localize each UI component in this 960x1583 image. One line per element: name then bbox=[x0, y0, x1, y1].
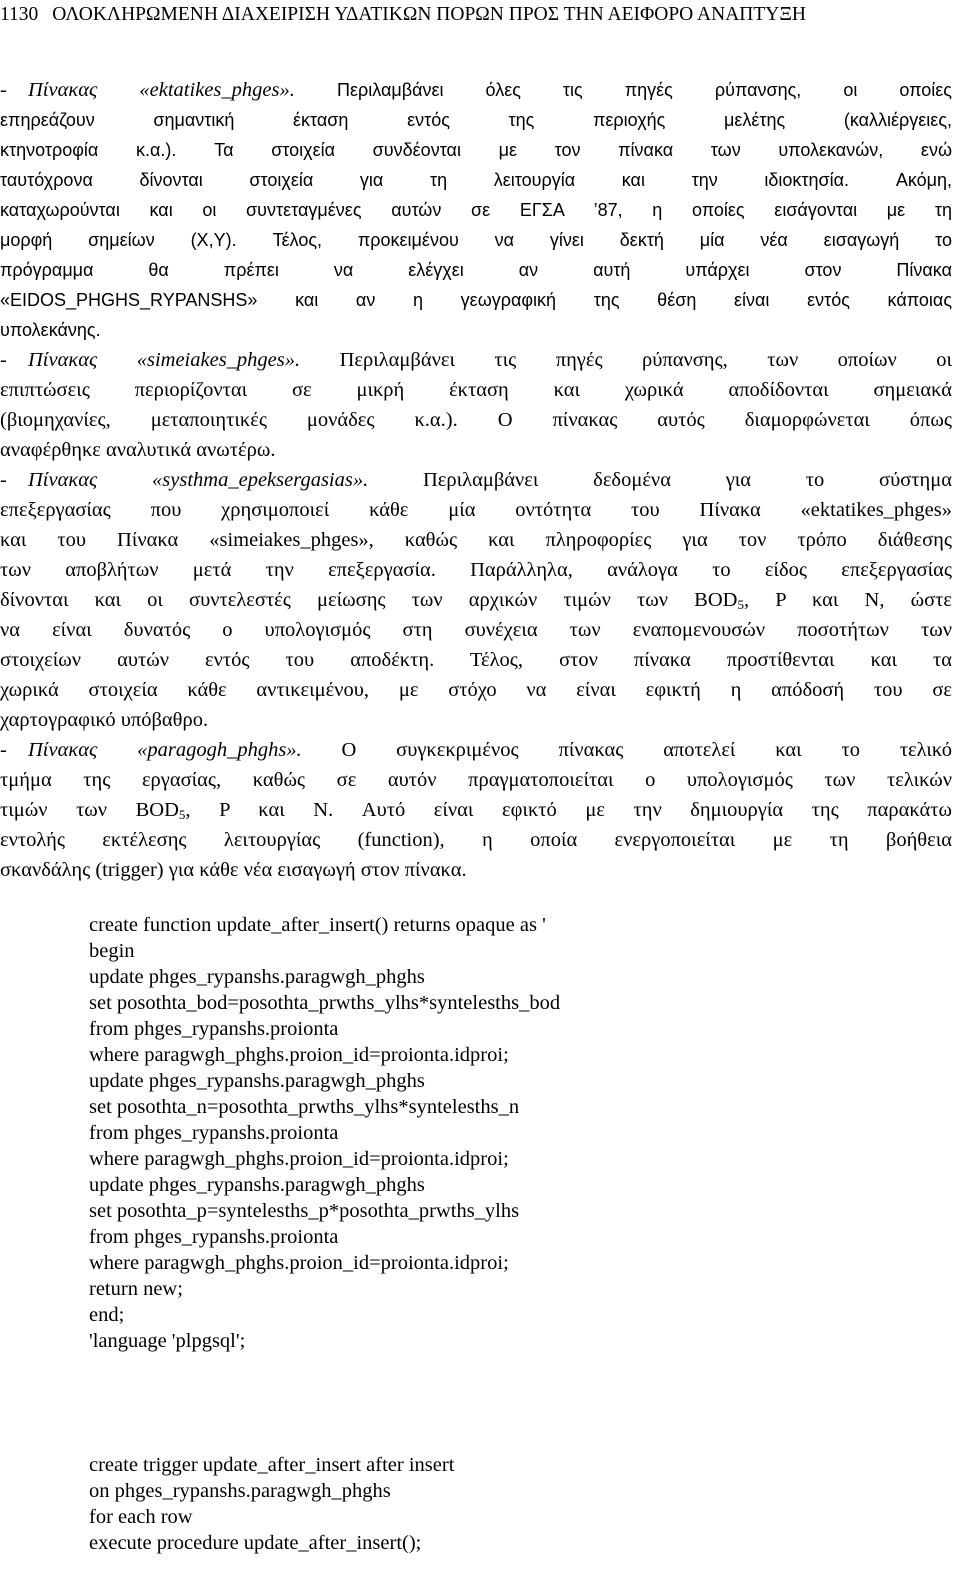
running-title: ΟΛΟΚΛΗΡΩΜΕΝΗ ΔΙΑΧΕΙΡΙΣΗ ΥΔΑΤΙΚΩΝ ΠΟΡΩΝ ΠΡΟΣ ΤΗΝ ΑΕΙΦΟΡΟ ΑΝΑΠΤΥΞΗ bbox=[52, 4, 807, 25]
p2-table-label: Πίνακας «simeiakes_phges». bbox=[28, 349, 301, 371]
p1-line-8: «EIDOS_PHGHS_RYPANSHS» και αν η γεωγραφική της θέση είναι εντός κάποιας bbox=[0, 290, 952, 310]
code-line: set posothta_bod=posothta_prwths_ylhs*syntelesths_bod bbox=[89, 992, 561, 1014]
code-line: create function update_after_insert() returns opaque as ' bbox=[89, 914, 546, 936]
p1-table-label: Πίνακας «ektatikes_phges». bbox=[28, 79, 295, 101]
code-line: set posothta_n=posothta_prwths_ylhs*syntelesths_n bbox=[89, 1096, 520, 1118]
code-line: 'language 'plpgsql'; bbox=[89, 1330, 246, 1352]
p1-line-3: κτηνοτροφία κ.α.). Τα στοιχεία συνδέονται με τον πίνακα των υπολεκανών, ενώ bbox=[0, 140, 952, 160]
code-line: create trigger update_after_insert after insert bbox=[89, 1454, 455, 1476]
code-line: for each row bbox=[89, 1506, 193, 1528]
code-line: from phges_rypanshs.proionta bbox=[89, 1226, 339, 1248]
p1-line-9: υπολεκάνης. bbox=[0, 320, 101, 340]
code-line: update phges_rypanshs.paragwgh_phghs bbox=[89, 966, 425, 988]
code-line: begin bbox=[89, 940, 135, 962]
code-line: where paragwgh_phghs.proion_id=proionta.idproi; bbox=[89, 1252, 509, 1274]
code-line: where paragwgh_phghs.proion_id=proionta.idproi; bbox=[89, 1148, 509, 1170]
p3-line-3: και του Πίνακα «simeiakes_phges», καθώς και πληροφορίες για τον τρόπο διάθεσης bbox=[0, 529, 952, 551]
p4-line-4: εντολής εκτέλεσης λειτουργίας (function), η οποία ενεργοποιείται με τη βοήθεια bbox=[0, 829, 952, 851]
p4-line-1: - Πίνακας «paragogh_phghs». Ο συγκεκριμένος πίνακας αποτελεί και το τελικό bbox=[0, 739, 952, 761]
code-line: from phges_rypanshs.proionta bbox=[89, 1122, 339, 1144]
p1-line-7: πρόγραμμα θα πρέπει να ελέγχει αν αυτή υπάρχει στον Πίνακα bbox=[0, 260, 952, 280]
p4-line-2: τμήμα της εργασίας, καθώς σε αυτόν πραγματοποιείται ο υπολογισμός των τελικών bbox=[0, 769, 952, 791]
p1-line-5: καταχωρούνται και οι συντεταγμένες αυτών σε ΕΓΣΑ ’87, η οποίες εισάγονται με τη bbox=[0, 200, 952, 220]
p2-line-4: αναφέρθηκε αναλυτικά ανωτέρω. bbox=[0, 439, 276, 461]
code-line: set posothta_p=syntelesths_p*posothta_prwths_ylhs bbox=[89, 1200, 520, 1222]
p3-line-2: επεξεργασίας που χρησιμοποιεί κάθε μία οντότητα του Πίνακα «ektatikes_phges» bbox=[0, 499, 952, 521]
p1-line-1: - Πίνακας «ektatikes_phges». Περιλαμβάνει όλες τις πηγές ρύπανσης, οι οποίες bbox=[0, 79, 952, 101]
p1-line-4: ταυτόχρονα δίνονται στοιχεία για τη λειτουργία και την ιδιοκτησία. Ακόμη, bbox=[0, 170, 953, 190]
code-line: from phges_rypanshs.proionta bbox=[89, 1018, 339, 1040]
p2-line-1: - Πίνακας «simeiakes_phges». Περιλαμβάνει τις πηγές ρύπανσης, των οποίων οι bbox=[0, 349, 952, 371]
code-line: where paragwgh_phghs.proion_id=proionta.idproi; bbox=[89, 1044, 509, 1066]
code-line: execute procedure update_after_insert(); bbox=[89, 1532, 422, 1554]
running-header bbox=[0, 3, 960, 27]
p4-line-3: τιμών των $BOD_5$, P και N. Αυτό είναι εφικτό με την δημιουργία της παρακάτω bbox=[0, 799, 952, 822]
p3-table-label: Πίνακας «systhma_epeksergasias». bbox=[28, 469, 369, 491]
code-line: update phges_rypanshs.paragwgh_phghs bbox=[89, 1174, 425, 1196]
code-block-function bbox=[89, 912, 560, 1354]
p4-line-5: σκανδάλης (trigger) για κάθε νέα εισαγωγή στον πίνακα. bbox=[0, 859, 467, 881]
code-block-trigger bbox=[89, 1452, 454, 1556]
code-line: update phges_rypanshs.paragwgh_phghs bbox=[89, 1070, 425, 1092]
p3-line-5: δίνονται και οι συντελεστές μείωσης των αρχικών τιμών των $BOD_5$, P και N, ώστε bbox=[0, 589, 952, 612]
code-line: on phges_rypanshs.paragwgh_phghs bbox=[89, 1480, 391, 1502]
p1-line-6: μορφή σημείων (X,Y). Τέλος, προκειμένου να γίνει δεκτή μία νέα εισαγωγή το bbox=[0, 230, 953, 250]
p1-line-2: επηρεάζουν σημαντική έκταση εντός της περιοχής μελέτης (καλλιέργειες, bbox=[0, 110, 952, 130]
p2-line-3: (βιομηχανίες, μεταποιητικές μονάδες κ.α.). Ο πίνακας αυτός διαμορφώνεται όπως bbox=[0, 409, 952, 431]
p3-line-4: των αποβλήτων μετά την επεξεργασία. Παράλληλα, ανάλογα το είδος επεξεργασίας bbox=[0, 559, 952, 581]
p3-line-9: χαρτογραφικό υπόβαθρο. bbox=[0, 709, 209, 731]
p3-line-7: στοιχείων αυτών εντός του αποδέκτη. Τέλος, στον πίνακα προστίθενται και τα bbox=[0, 649, 952, 671]
code-line: return new; bbox=[89, 1278, 183, 1300]
p4-table-label: Πίνακας «paragogh_phghs». bbox=[28, 739, 302, 761]
p3-line-6: να είναι δυνατός ο υπολογισμός στη συνέχεια των εναπομενουσών ποσοτήτων των bbox=[0, 619, 952, 641]
code-line: end; bbox=[89, 1304, 125, 1326]
p3-line-1: - Πίνακας «systhma_epeksergasias». Περιλαμβάνει δεδομένα για το σύστημα bbox=[0, 469, 952, 491]
page-number: 1130 bbox=[0, 4, 39, 25]
p2-line-2: επιπτώσεις περιορίζονται σε μικρή έκταση και χωρικά αποδίδονται σημειακά bbox=[0, 379, 952, 401]
p3-line-8: χωρικά στοιχεία κάθε αντικειμένου, με στόχο να είναι εφικτή η απόδοσή του σε bbox=[0, 679, 952, 701]
